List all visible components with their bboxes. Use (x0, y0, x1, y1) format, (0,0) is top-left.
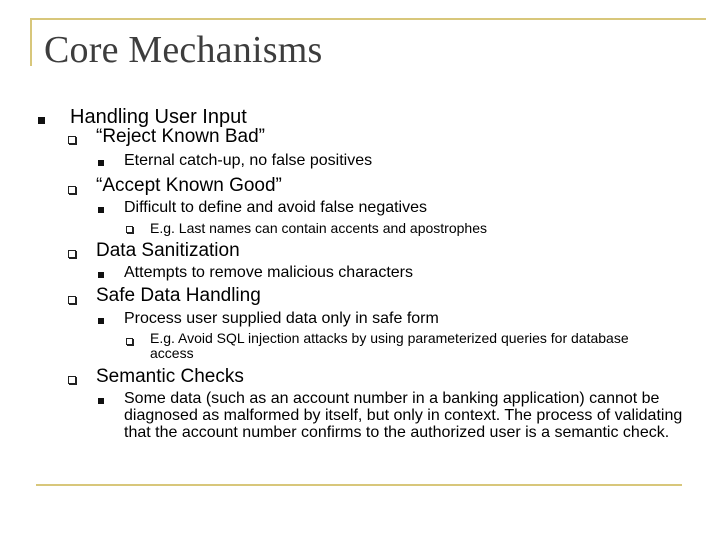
hollow-square-bullet-icon (68, 186, 76, 194)
bullet-last-names-example: E.g. Last names can contain accents and apostrophes (150, 220, 487, 236)
bullet-process-user-data: Process user supplied data only in safe form (124, 310, 439, 327)
hollow-square-bullet-icon (68, 376, 76, 384)
hollow-square-bullet-icon (126, 338, 133, 345)
bullet-difficult-to-define: Difficult to define and avoid false negatives (124, 199, 428, 216)
slide-title: Core Mechanisms (44, 29, 323, 71)
square-bullet-icon (98, 160, 104, 166)
hollow-square-bullet-icon (126, 226, 133, 233)
bullet-accept-known-good: “Accept Known Good” (96, 175, 282, 196)
bottom-rule (36, 484, 682, 486)
bullet-semantic-check-description: Some data (such as an account number in a banking application) cannot be diagnosed as malformed by itself, but only in context. The process of validating that the account number confirms to the authorized user is a semantic check. (124, 390, 683, 441)
bullet-handling-user-input: Handling User Input (70, 106, 247, 128)
square-bullet-icon (38, 117, 45, 124)
square-bullet-icon (98, 318, 104, 324)
bullet-remove-malicious-characters: Attempts to remove malicious characters (124, 264, 413, 281)
square-bullet-icon (98, 207, 104, 213)
bullet-safe-data-handling: Safe Data Handling (96, 285, 261, 306)
bullet-reject-known-bad: “Reject Known Bad” (96, 126, 265, 147)
bullet-data-sanitization: Data Sanitization (96, 240, 240, 261)
bullet-eternal-catch-up: Eternal catch-up, no false positives (124, 152, 373, 169)
bullet-semantic-checks: Semantic Checks (96, 366, 244, 387)
hollow-square-bullet-icon (68, 296, 76, 304)
square-bullet-icon (98, 398, 104, 404)
square-bullet-icon (98, 272, 104, 278)
left-rule (30, 18, 32, 66)
hollow-square-bullet-icon (68, 250, 76, 258)
top-rule (30, 18, 706, 20)
hollow-square-bullet-icon (68, 136, 76, 144)
bullet-sql-injection-example: E.g. Avoid SQL injection attacks by using parameterized queries for database access (150, 330, 629, 361)
